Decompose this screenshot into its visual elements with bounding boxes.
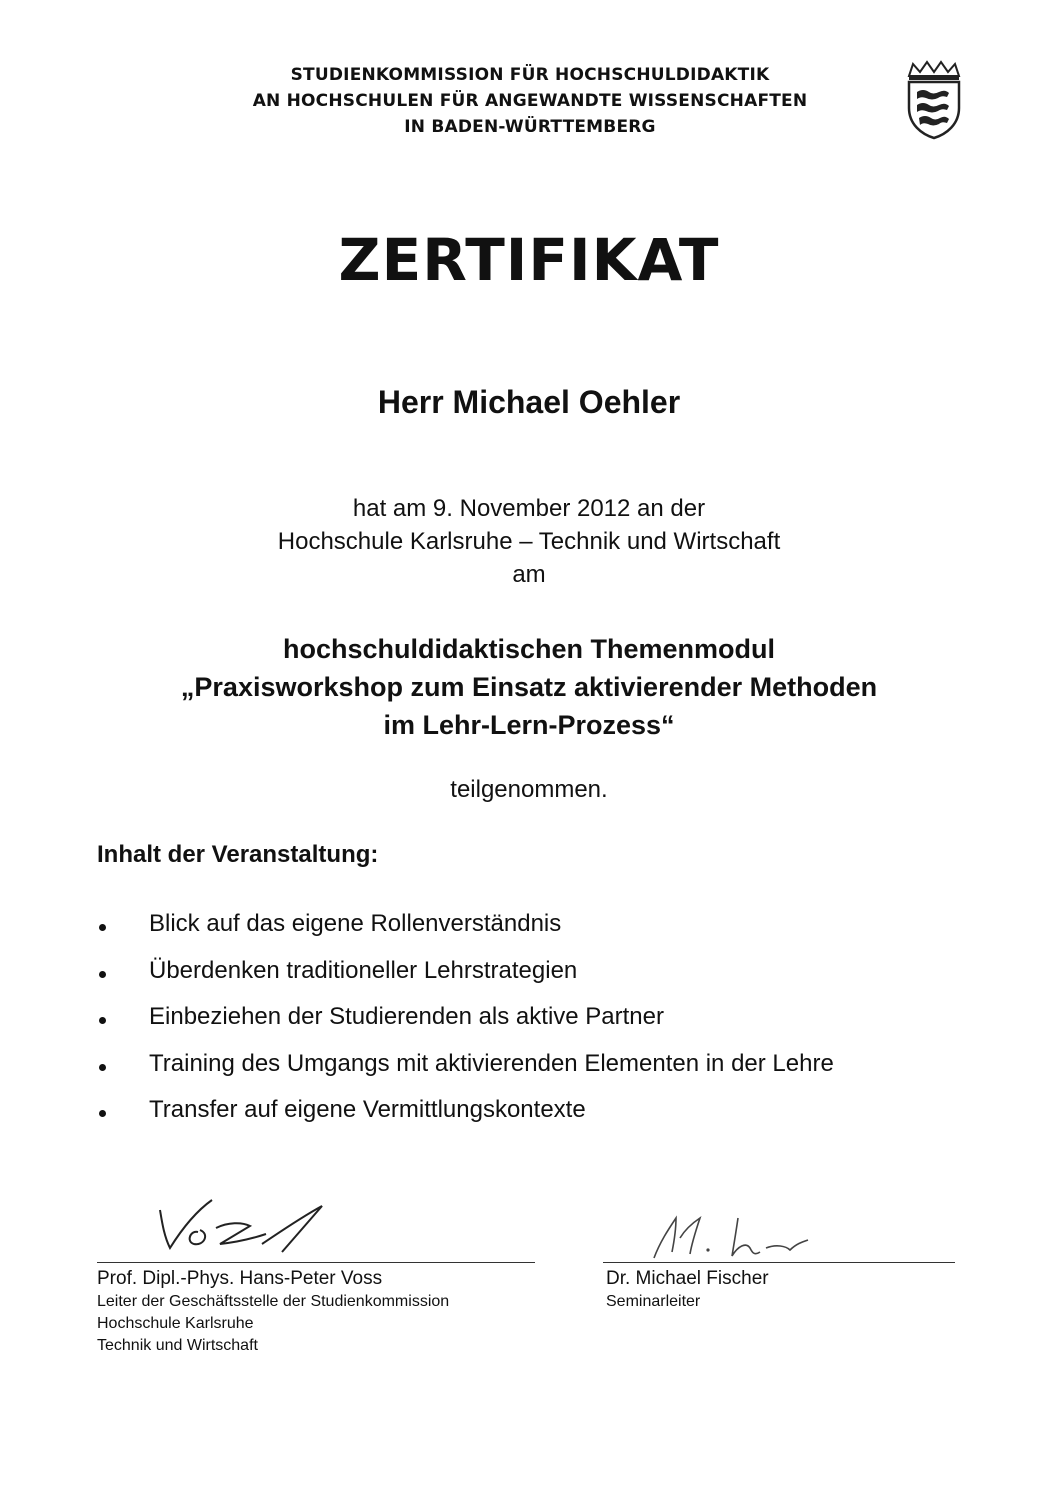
recipient-name: Herr Michael Oehler — [377, 384, 681, 420]
issuer-line-1: STUDIENKOMMISSION FÜR HOCHSCHULDIDAKTIK — [290, 65, 770, 85]
intro-text — [0, 492, 1058, 591]
intro-line-1: hat am 9. November 2012 an der — [352, 495, 706, 522]
bullet-icon — [99, 1110, 106, 1117]
signature-line-left — [97, 1262, 535, 1263]
issuer-line-3: IN BADEN-WÜRTTEMBERG — [404, 117, 656, 137]
signatory-detail: Leiter der Geschäftsstelle der Studienkommission — [97, 1293, 450, 1310]
module-line-3: im Lehr-Lern-Prozess“ — [383, 710, 675, 740]
signatory-name: Prof. Dipl.-Phys. Hans-Peter Voss — [97, 1268, 383, 1289]
signatory-name: Dr. Michael Fischer — [606, 1268, 769, 1289]
signatory-right — [606, 1267, 769, 1313]
signatory-left — [97, 1267, 449, 1357]
module-title — [0, 630, 1058, 744]
signature-voss — [150, 1192, 340, 1262]
list-item — [97, 1048, 834, 1095]
intro-line-3: am — [512, 561, 546, 588]
list-item — [97, 1094, 834, 1141]
module-line-2: „Praxisworkshop zum Einsatz aktivierender Methoden — [180, 672, 878, 702]
bullet-icon — [99, 924, 106, 931]
issuer-line-2: AN HOCHSCHULEN FÜR ANGEWANDTE WISSENSCHAFTEN — [252, 91, 808, 111]
bullet-icon — [99, 1017, 106, 1024]
signature-line-right — [603, 1262, 955, 1263]
content-list — [97, 908, 834, 1141]
issuer-header — [150, 62, 910, 140]
signatory-detail: Technik und Wirtschaft — [97, 1337, 258, 1354]
coat-of-arms-icon — [903, 58, 965, 140]
participation-text: teilgenommen. — [450, 776, 608, 803]
content-heading: Inhalt der Veranstaltung: — [97, 841, 379, 868]
list-item-text: Training des Umgangs mit aktivierenden Elementen in der Lehre — [149, 1049, 834, 1077]
list-item — [97, 1001, 834, 1048]
signatory-detail: Seminarleiter — [606, 1293, 701, 1310]
list-item-text: Transfer auf eigene Vermittlungskontexte — [149, 1096, 586, 1123]
list-item-text: Überdenken traditioneller Lehrstrategien — [149, 956, 578, 984]
intro-line-2: Hochschule Karlsruhe – Technik und Wirtschaft — [277, 528, 781, 555]
module-line-1: hochschuldidaktischen Themenmodul — [282, 634, 776, 664]
list-item-text: Blick auf das eigene Rollenverständnis — [149, 910, 562, 937]
signatory-detail: Hochschule Karlsruhe — [97, 1315, 254, 1332]
list-item-text: Einbeziehen der Studierenden als aktive Partner — [149, 1003, 664, 1030]
bullet-icon — [99, 971, 106, 978]
list-item — [97, 955, 834, 1002]
list-item — [97, 908, 834, 955]
bullet-icon — [99, 1064, 106, 1071]
signature-fischer — [650, 1208, 820, 1268]
certificate-title: ZERTIFIKAT — [338, 226, 720, 294]
